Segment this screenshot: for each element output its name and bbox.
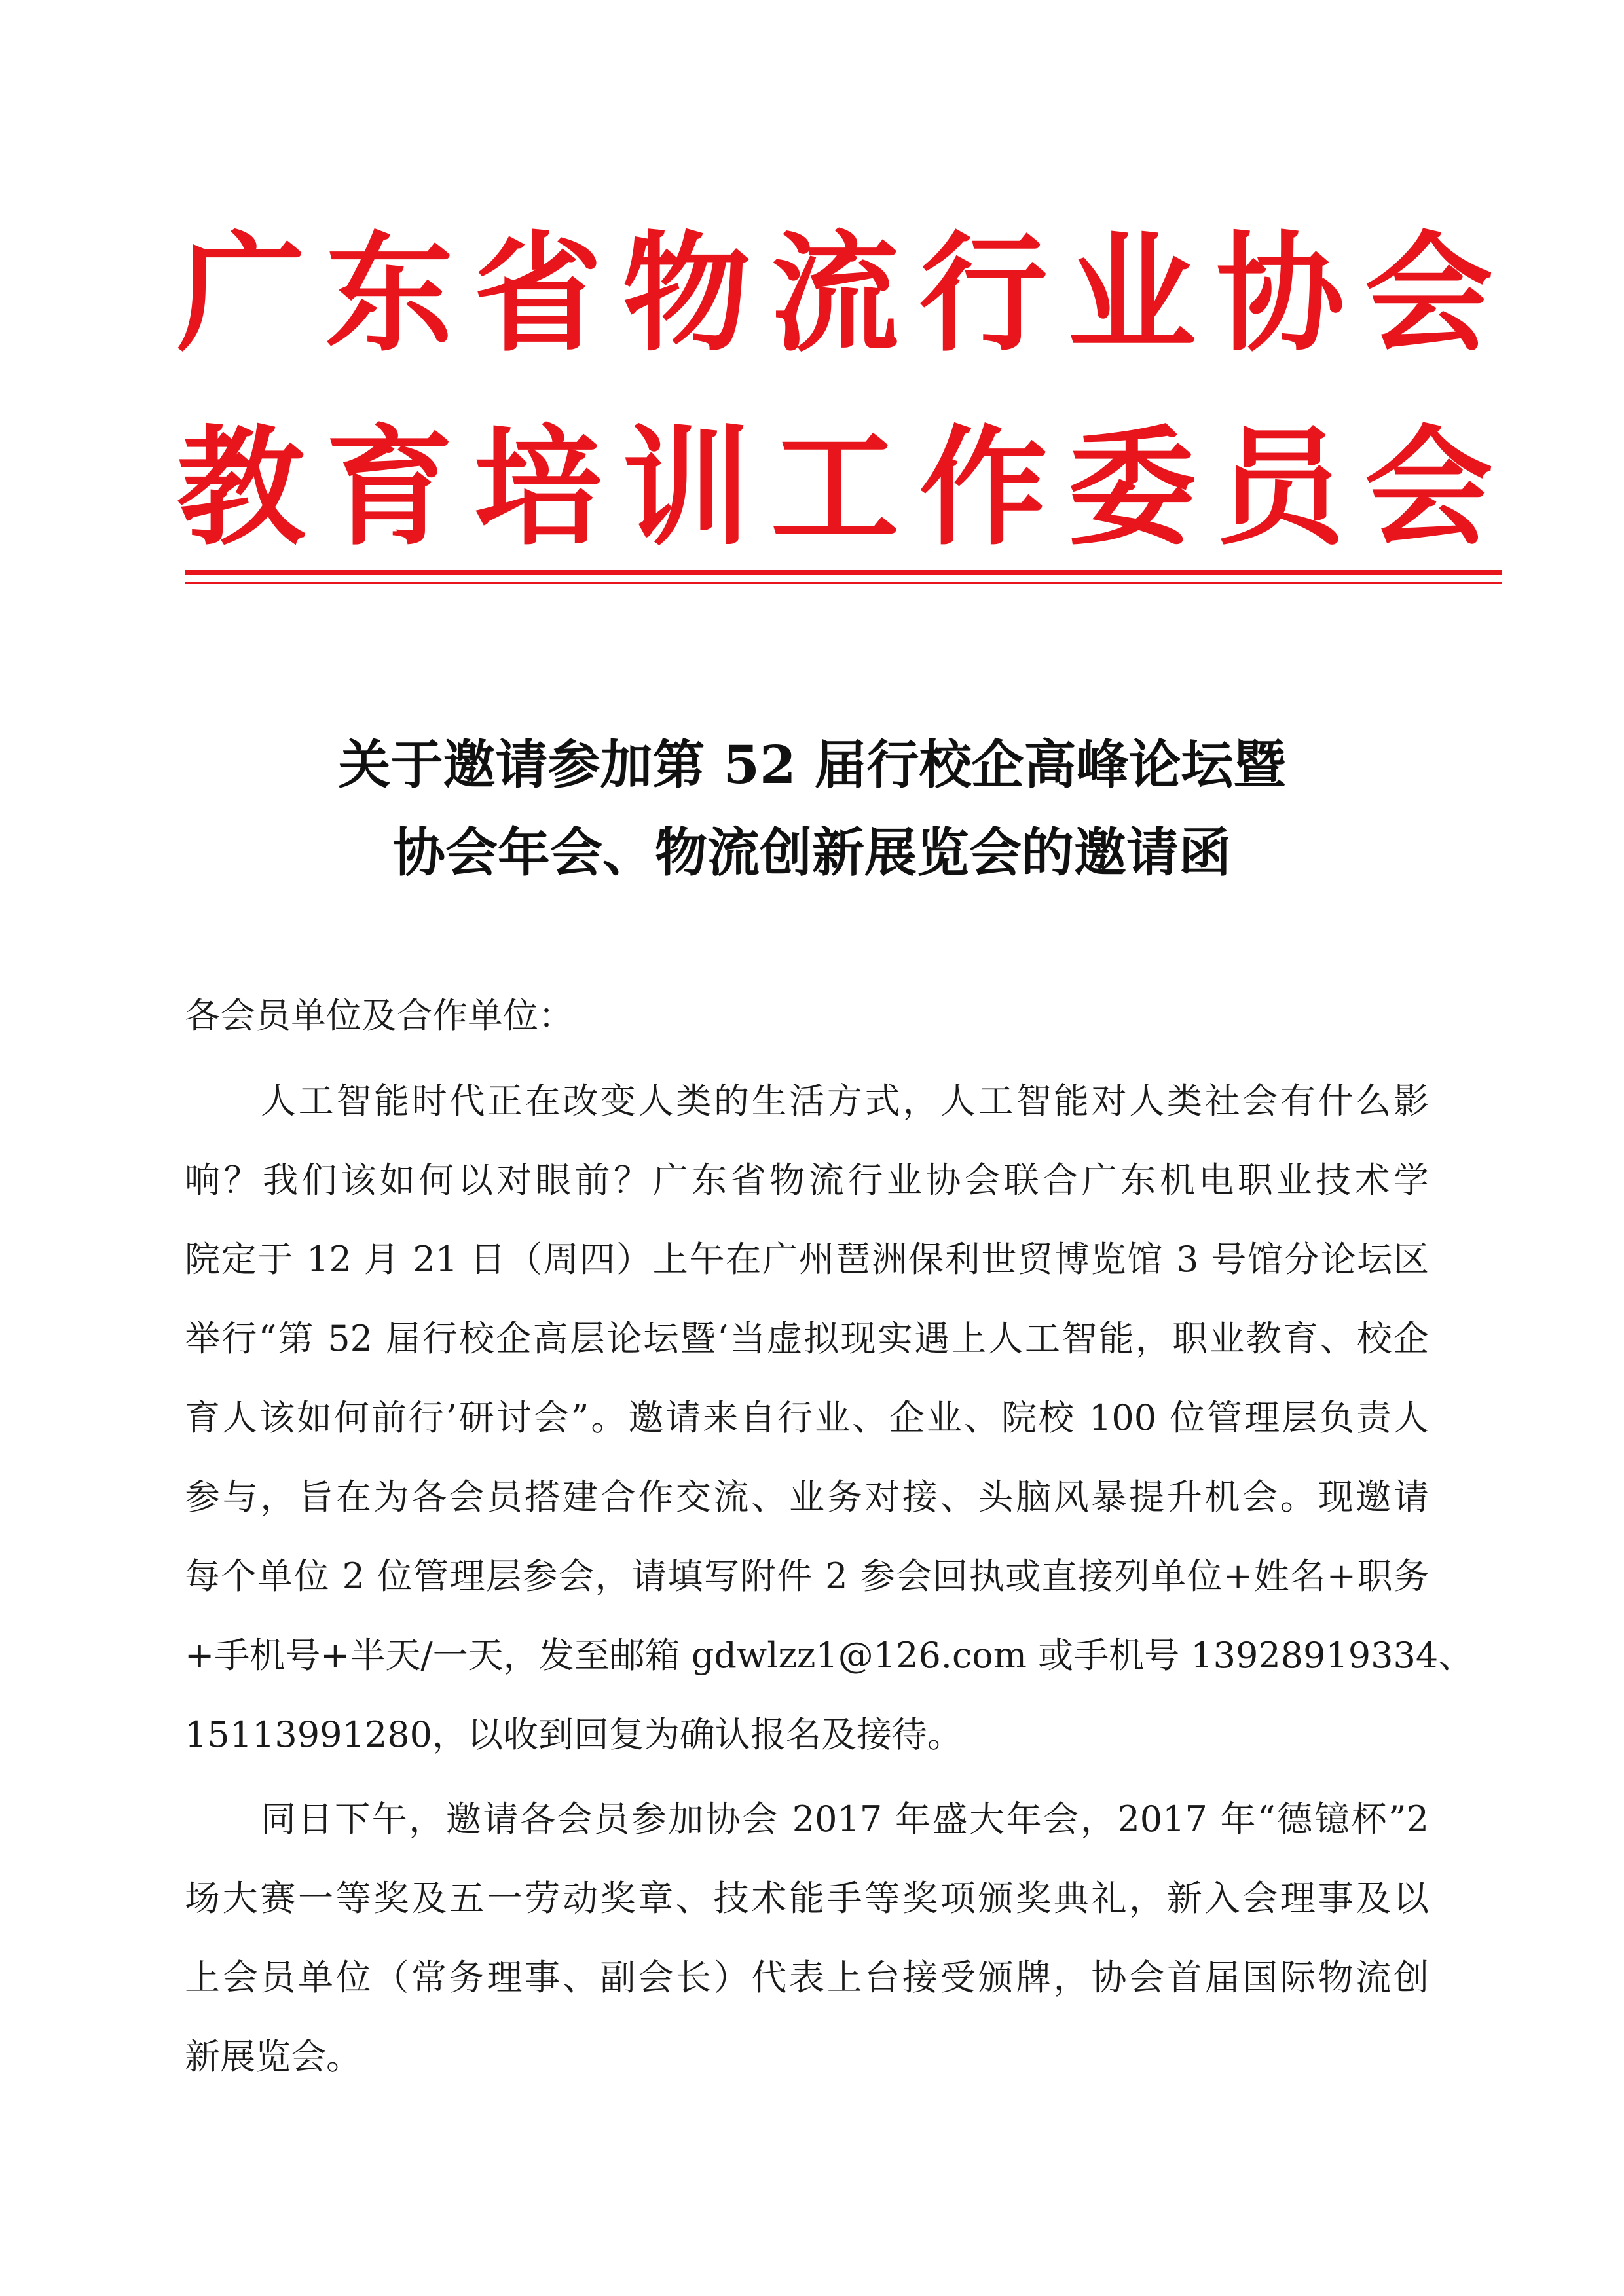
masthead-char: 东 <box>325 220 454 369</box>
masthead-char: 工 <box>770 414 899 563</box>
paragraph1-line: 每个单位 2 位管理层参会，请填写附件 2 参会回执或直接列单位+姓名+职务 <box>185 1556 1429 1597</box>
masthead-rule-thick <box>185 570 1502 575</box>
masthead-char: 委 <box>1067 414 1196 563</box>
paragraph1-line: 15113991280，以收到回复为确认报名及接待。 <box>185 1714 963 1755</box>
masthead-char: 作 <box>919 414 1048 563</box>
salutation: 各会员单位及合作单位： <box>185 995 574 1036</box>
masthead-char: 协 <box>1216 220 1345 369</box>
paragraph1-line: 育人该如何前行’研讨会”。邀请来自行业、企业、院校 100 位管理层负责人 <box>185 1397 1429 1438</box>
masthead-committee-name <box>177 414 1493 563</box>
masthead-char: 行 <box>919 220 1048 369</box>
paragraph2-line: 同日下午，邀请各会员参加协会 2017 年盛大年会，2017 年“德镱杯”2 <box>261 1798 1429 1840</box>
masthead-char: 培 <box>473 414 602 563</box>
masthead-char: 员 <box>1216 414 1345 563</box>
masthead-char: 会 <box>1364 414 1493 563</box>
masthead-char: 物 <box>622 220 751 369</box>
paragraph1-line: 参与，旨在为各会员搭建合作交流、业务对接、头脑风暴提升机会。现邀请 <box>185 1476 1429 1518</box>
paragraph2-line: 上会员单位（常务理事、副会长）代表上台接受颁牌，协会首届国际物流创 <box>185 1957 1429 1998</box>
masthead-line2 <box>177 414 1493 563</box>
paragraph1-line: 响？我们该如何以对眼前？广东省物流行业协会联合广东机电职业技术学 <box>185 1159 1429 1201</box>
paragraph1-line: +手机号+半天/一天，发至邮箱 gdwlzz1@126.com 或手机号 13928919334、 <box>185 1635 1474 1676</box>
masthead-rule-thin <box>185 582 1502 584</box>
paragraph1-line: 院定于 12 月 21 日（周四）上午在广州琶洲保利世贸博览馆 3 号馆分论坛区 <box>185 1239 1429 1280</box>
masthead-char: 省 <box>473 220 602 369</box>
masthead-char: 业 <box>1067 220 1196 369</box>
masthead-char: 会 <box>1364 220 1493 369</box>
paragraph1-line: 举行“第 52 届行校企高层论坛暨‘当虚拟现实遇上人工智能，职业教育、校企 <box>185 1318 1429 1359</box>
masthead-char: 育 <box>325 414 454 563</box>
paragraph1-line: 人工智能时代正在改变人类的生活方式，人工智能对人类社会有什么影 <box>261 1080 1429 1121</box>
masthead-char: 训 <box>622 414 751 563</box>
paragraph2-line: 新展览会。 <box>185 2036 361 2077</box>
document-title-line2: 协会年会、物流创新展览会的邀请函 <box>393 822 1231 883</box>
masthead-org-name <box>177 220 1493 369</box>
paragraph2-line: 场大赛一等奖及五一劳动奖章、技术能手等奖项颁奖典礼，新入会理事及以 <box>185 1878 1429 1919</box>
masthead-char: 流 <box>770 220 899 369</box>
masthead-char: 教 <box>177 414 306 563</box>
masthead-char: 广 <box>177 220 306 369</box>
document-title-line1: 关于邀请参加第 52 届行校企高峰论坛暨 <box>338 734 1286 795</box>
masthead-line1 <box>177 220 1493 369</box>
